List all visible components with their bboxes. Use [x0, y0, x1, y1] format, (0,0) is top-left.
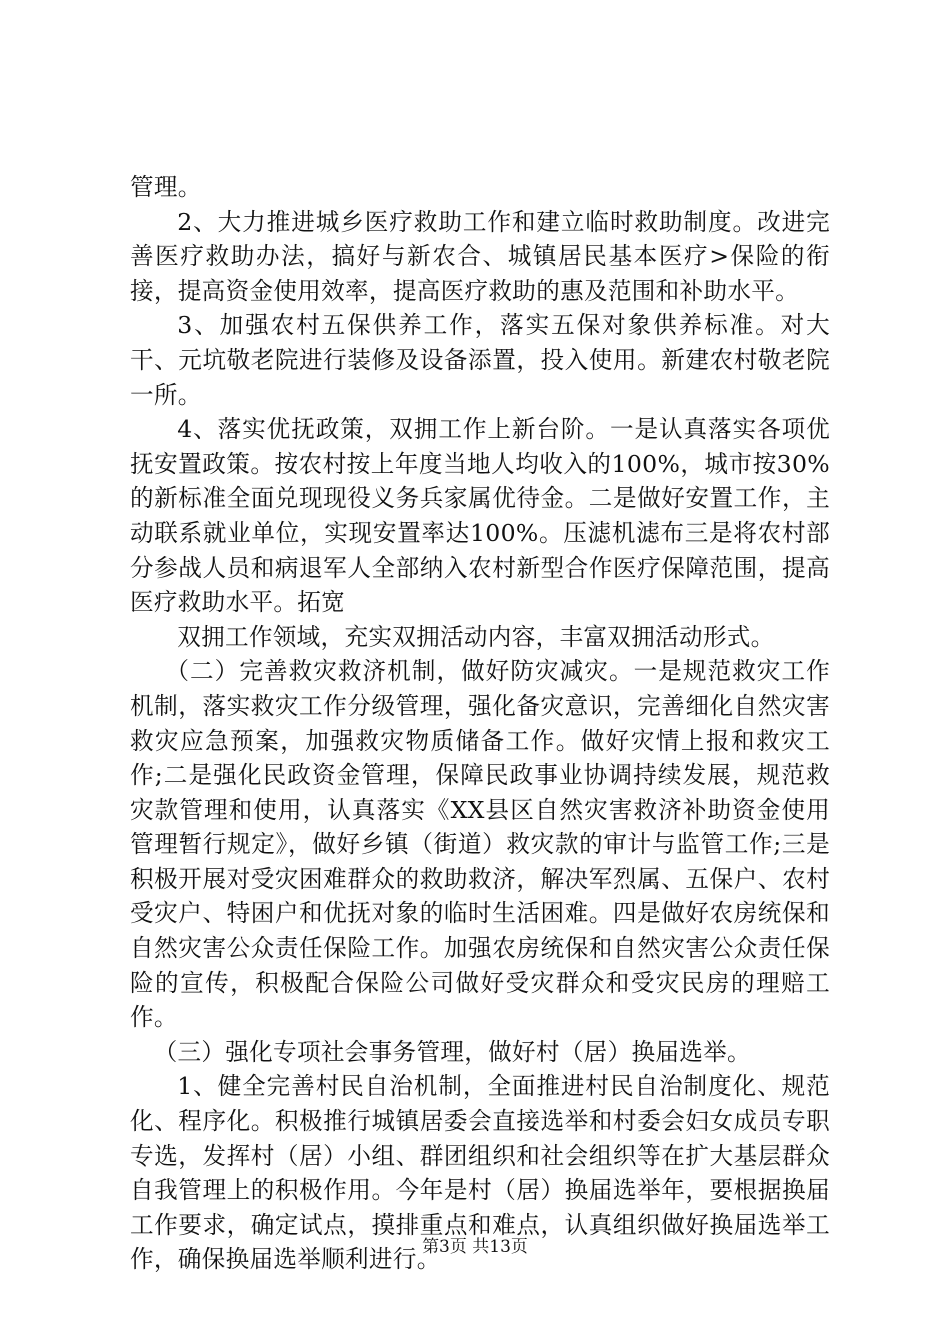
- paragraph-village-autonomy: 1、健全完善村民自治机制，全面推进村民自治制度化、规范化、程序化。积极推行城镇居委会直接选举和村委会妇女成员专职专选，发挥村（居）小组、群团组织和社会组织等在扩大基层群众自我管理上的积极作用。今年是村（居）换届选举年，要根据换届工作要求，确定试点，摸排重点和难点，认真组织做好换届选举工作，确保换届选举顺利进行。: [130, 1072, 830, 1274]
- paragraph-section-three-heading: （三）强化专项社会事务管理，做好村（居）换届选举。: [153, 1037, 751, 1066]
- paragraph-medical-aid: 2、大力推进城乡医疗救助工作和建立临时救助制度。改进完善医疗救助办法，搞好与新农合、城镇居民基本医疗>保险的衔接，提高资金使用效率，提高医疗救助的惠及范围和补助水平。: [130, 207, 830, 305]
- paragraph-five-guarantees: 3、加强农村五保供养工作，落实五保对象供养标准。对大干、元坑敬老院进行装修及设备添置，投入使用。新建农村敬老院一所。: [130, 311, 830, 409]
- paragraph-double-support: 双拥工作领域，充实双拥活动内容，丰富双拥活动形式。: [177, 622, 775, 651]
- document-body: [130, 170, 830, 1277]
- paragraph-continuation: 管理。: [130, 173, 202, 201]
- paragraph-disaster-relief: （二）完善救灾救济机制，做好防灾减灾。一是规范救灾工作机制，落实救灾工作分级管理，强化备灾意识，完善细化自然灾害救灾应急预案，加强救灾物质储备工作。做好灾情上报和救灾工作;二是强化民政资金管理，保障民政事业协调持续发展，规范救灾款管理和使用，认真落实《XX县区自然灾害救济补助资金使用管理暂行规定》，做好乡镇（街道）救灾款的审计与监管工作;三是积极开展对受灾困难群众的救助救济，解决军烈属、五保户、农村受灾户、特困户和优抚对象的临时生活困难。四是做好农房统保和自然灾害公众责任保险工作。加强农房统保和自然灾害公众责任保险的宣传，积极配合保险公司做好受灾群众和受灾民房的理赔工作。: [130, 657, 830, 1032]
- page-number-footer: 第3页 共13页: [422, 1237, 528, 1257]
- paragraph-preferential-care: 4、落实优抚政策，双拥工作上新台阶。一是认真落实各项优抚安置政策。按农村按上年度当地人均收入的100%，城市按30%的新标准全面兑现现役义务兵家属优待金。二是做好安置工作，主动联系就业单位，实现安置率达100%。压滤机滤布三是将农村部分参战人员和病退军人全部纳入农村新型合作医疗保障范围，提高医疗救助水平。拓宽: [130, 415, 830, 617]
